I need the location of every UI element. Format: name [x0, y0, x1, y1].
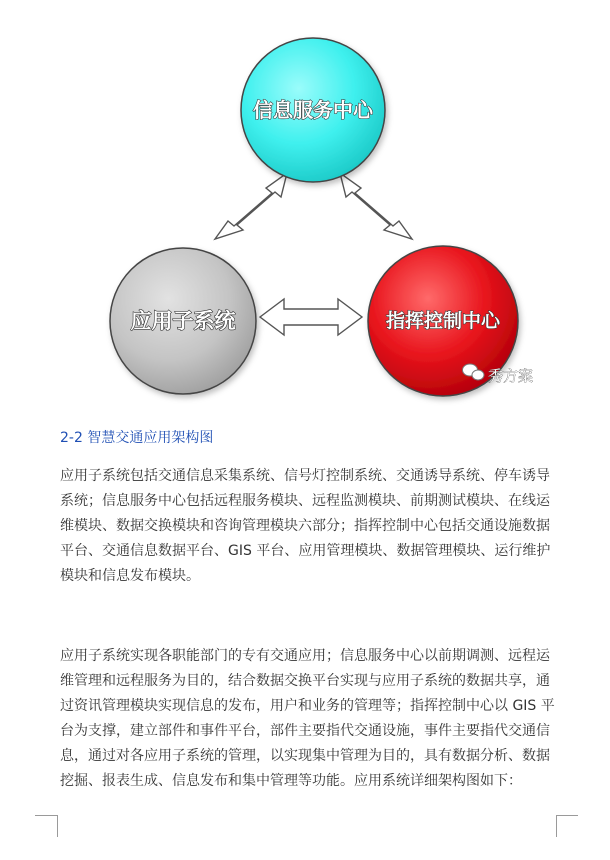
node-app-system	[110, 248, 256, 394]
crop-mark-left-horizontal	[35, 815, 57, 816]
crop-mark-left	[35, 815, 58, 837]
arrow-control-to-info	[340, 173, 412, 239]
architecture-diagram	[60, 25, 560, 420]
crop-mark-right-horizontal	[556, 815, 578, 816]
architecture-diagram-svg	[60, 25, 560, 420]
node-info-center	[241, 38, 385, 182]
figure-caption: 2-2 智慧交通应用架构图	[60, 430, 214, 446]
paragraph-2: 应用子系统实现各职能部门的专有交通应用；信息服务中心以前期调测、远程运维管理和远程服务为目的，结合数据交换平台实现与应用子系统的数据共享，通过资讯管理模块实现信息的发布，用户和业务的管理等；指挥控制中心以 GIS 平台为支撑，建立部件和事件平台，部件主要指代交通设施，事件主要指代交通信息，通过对各应用子系统的管理，以实现集中管理为目的，具有数据分析、数据挖掘、报表生成、信息发布和集中管理等功能。应用系统详细架构图如下：	[60, 648, 555, 789]
node-app-system-label: 应用子系统	[130, 309, 236, 333]
arrow-app-to-info	[215, 173, 287, 239]
paragraph-1: 应用子系统包括交通信息采集系统、信号灯控制系统、交通诱导系统、停车诱导系统；信息服务中心包括远程服务模块、远程监测模块、前期测试模块、在线运维模块、数据交换模块和咨询管理模块六部分；指挥控制中心包括交通设施数据平台、交通信息数据平台、GIS 平台、应用管理模块、数据管理模块、运行维护模块和信息发布模块。	[60, 468, 551, 584]
node-control-center-label: 指挥控制中心	[385, 310, 501, 332]
watermark-label: 秀方案	[488, 367, 534, 385]
node-info-center-label: 信息服务中心	[253, 98, 373, 122]
crop-mark-right	[556, 815, 579, 837]
arrow-app-to-control	[260, 299, 362, 335]
